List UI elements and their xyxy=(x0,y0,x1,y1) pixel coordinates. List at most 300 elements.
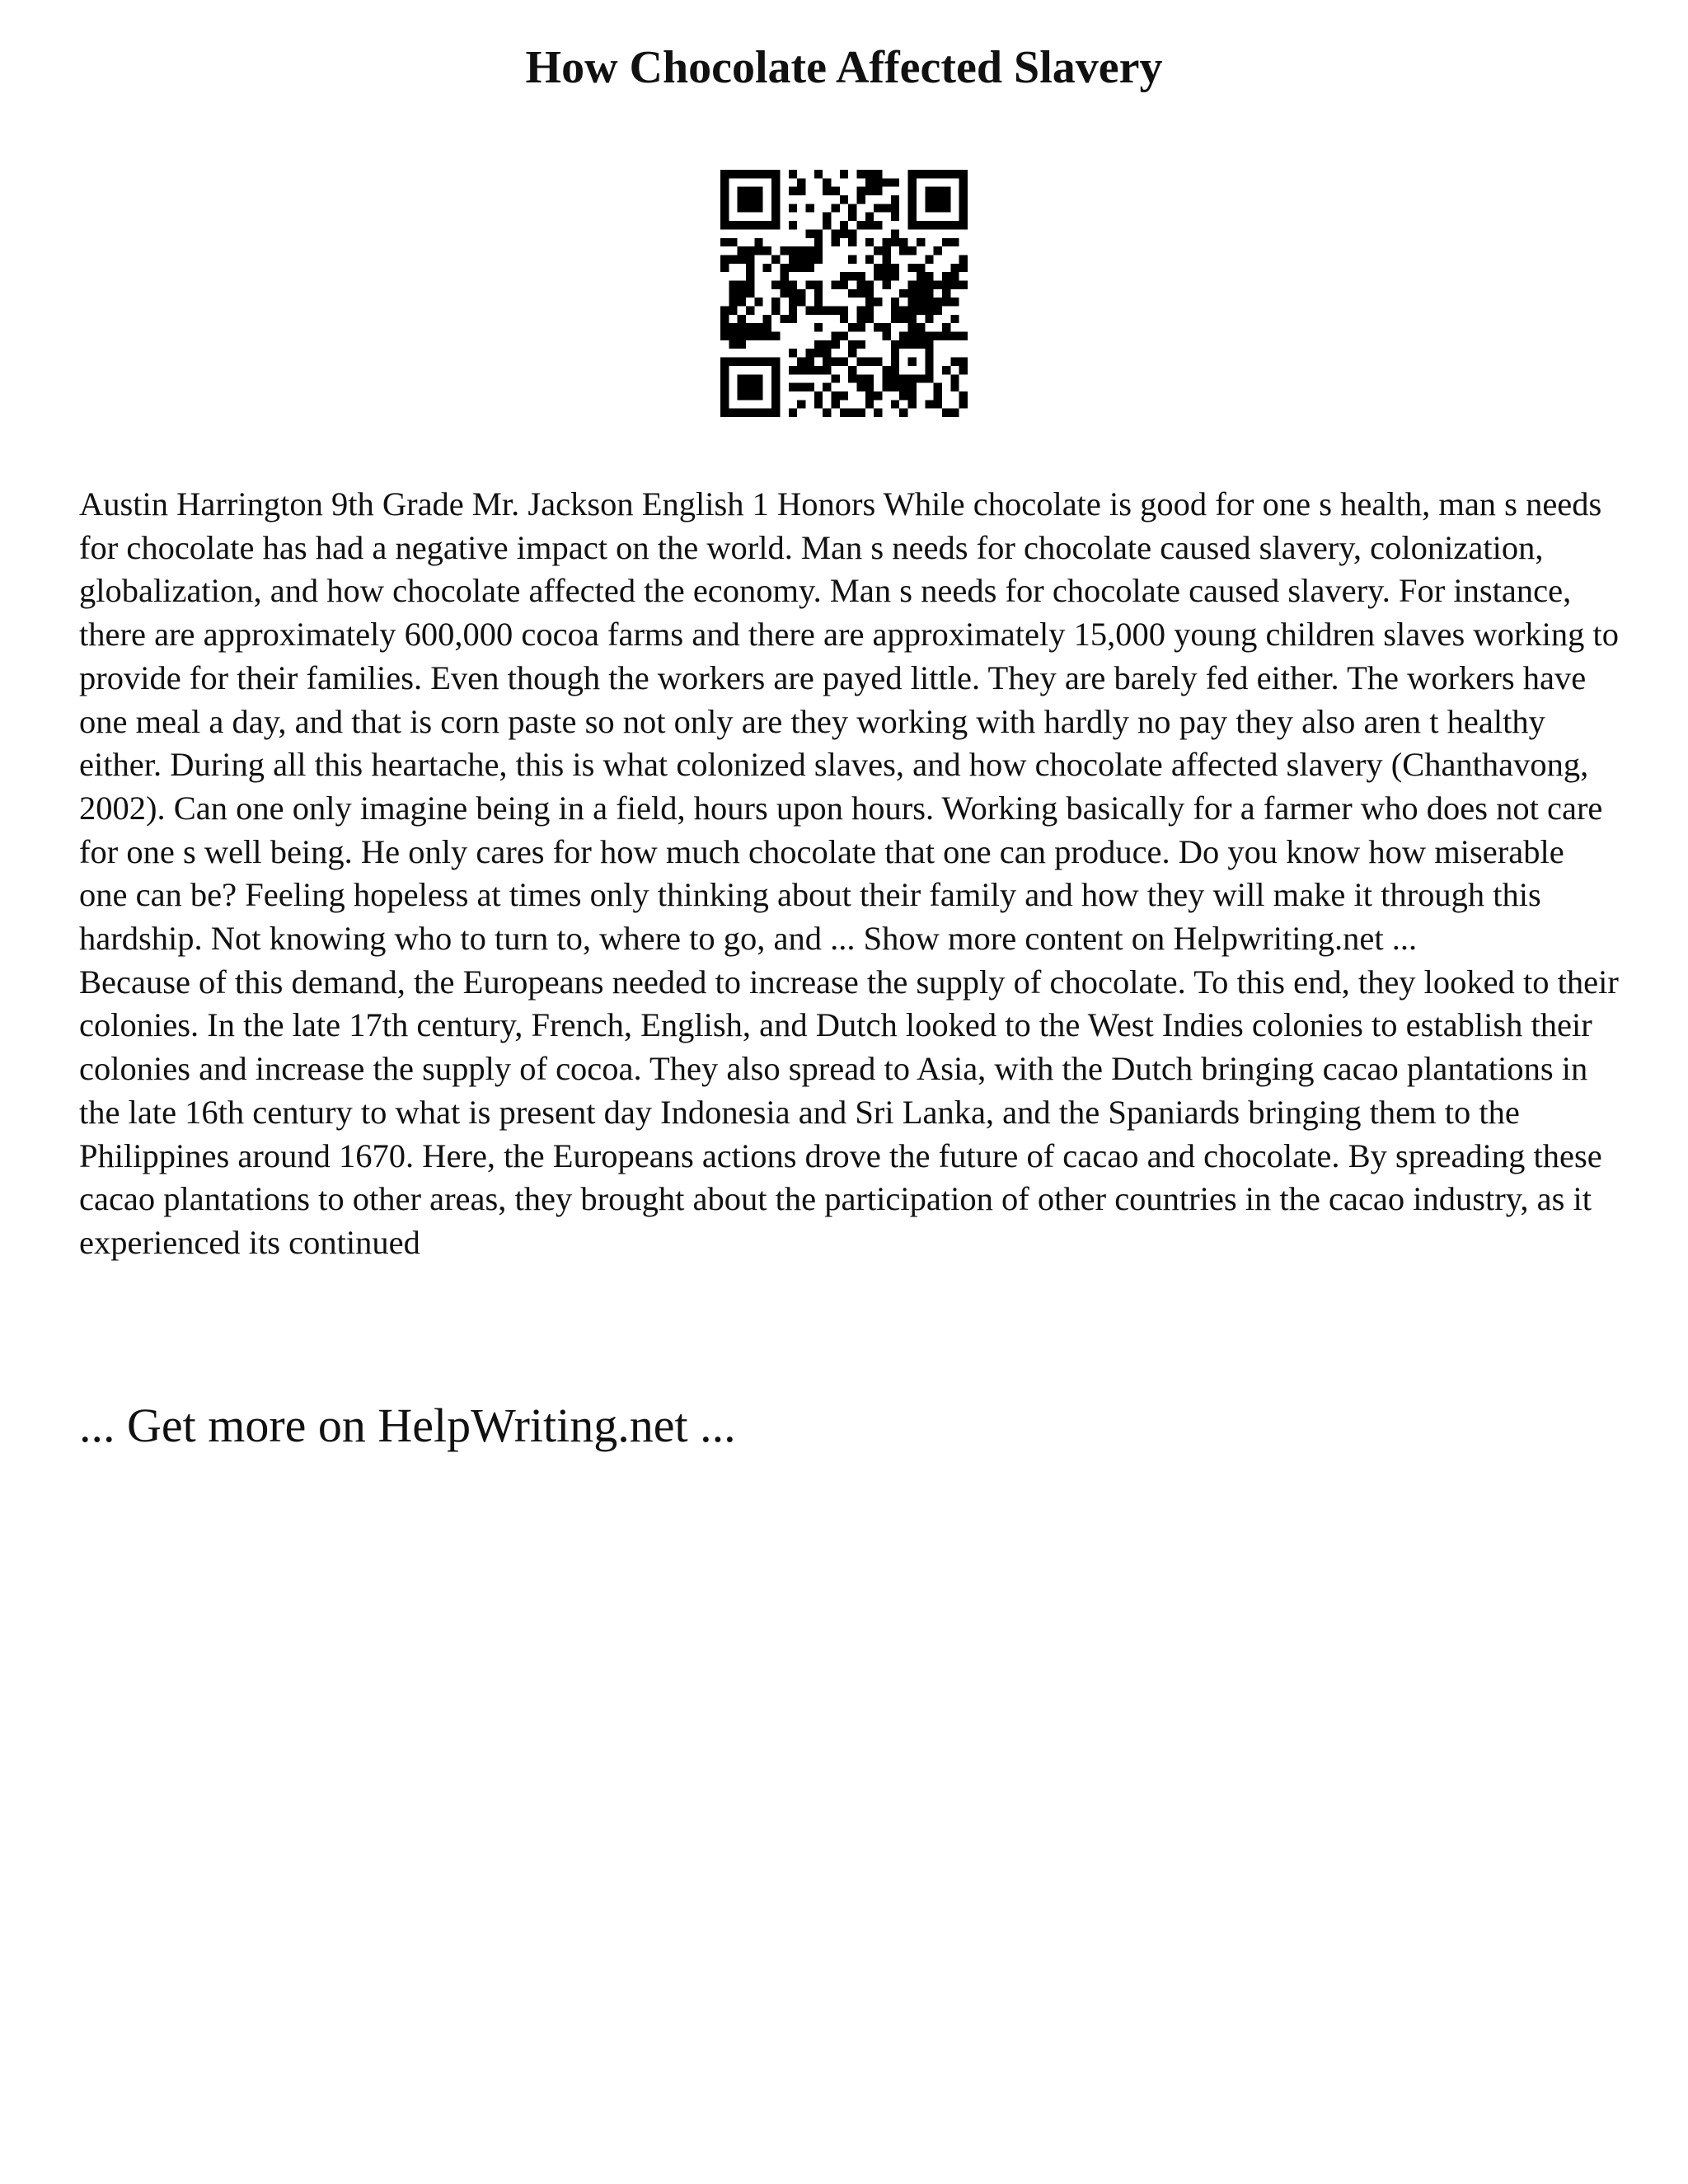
qr-module xyxy=(754,358,762,366)
qr-module xyxy=(814,170,823,178)
qr-module xyxy=(865,358,874,366)
qr-module xyxy=(942,238,950,246)
qr-module xyxy=(891,307,899,315)
qr-module xyxy=(729,340,737,349)
qr-module xyxy=(883,383,891,391)
qr-module xyxy=(908,315,917,323)
qr-module xyxy=(874,187,882,195)
qr-module xyxy=(763,264,771,272)
qr-module xyxy=(925,374,933,382)
qr-module xyxy=(883,264,891,272)
qr-module xyxy=(754,323,762,331)
qr-module xyxy=(754,221,762,229)
qr-module xyxy=(797,264,805,272)
qr-module xyxy=(908,383,917,391)
qr-module xyxy=(848,409,856,417)
qr-module xyxy=(789,264,797,272)
qr-module xyxy=(771,307,780,315)
qr-module xyxy=(738,358,746,366)
qr-module xyxy=(738,187,746,195)
qr-module xyxy=(883,280,891,288)
qr-module xyxy=(874,323,882,331)
qr-module xyxy=(925,400,933,408)
qr-module xyxy=(771,204,780,212)
qr-module xyxy=(789,204,797,212)
qr-module xyxy=(934,400,942,408)
qr-module xyxy=(865,280,874,288)
qr-module xyxy=(857,374,865,382)
qr-module xyxy=(754,187,762,195)
qr-module xyxy=(959,391,968,400)
qr-module xyxy=(823,340,831,349)
get-more-link[interactable]: ... Get more on HelpWriting.net ... xyxy=(79,1399,736,1452)
qr-module xyxy=(891,374,899,382)
qr-module xyxy=(934,187,942,195)
qr-module xyxy=(814,307,823,315)
qr-module xyxy=(746,391,754,400)
qr-module xyxy=(883,204,891,212)
qr-module xyxy=(908,289,917,298)
qr-module xyxy=(754,298,762,306)
qr-module xyxy=(746,307,754,315)
qr-module xyxy=(848,323,856,331)
qr-module xyxy=(746,289,754,298)
qr-module xyxy=(805,349,814,357)
qr-module xyxy=(754,238,762,246)
qr-module xyxy=(899,409,907,417)
qr-module xyxy=(797,298,805,306)
qr-module xyxy=(950,298,959,306)
qr-module xyxy=(789,307,797,315)
qr-module xyxy=(720,178,729,186)
qr-module xyxy=(789,187,797,195)
qr-module xyxy=(950,409,959,417)
qr-module xyxy=(917,170,925,178)
qr-module xyxy=(840,315,848,323)
qr-module xyxy=(959,221,968,229)
qr-module xyxy=(942,170,950,178)
qr-module xyxy=(771,409,780,417)
qr-module xyxy=(891,204,899,212)
qr-module xyxy=(950,264,959,272)
qr-module xyxy=(917,374,925,382)
qr-module xyxy=(823,366,831,374)
qr-module xyxy=(720,400,729,408)
qr-module xyxy=(883,255,891,263)
qr-module xyxy=(738,221,746,229)
qr-module xyxy=(883,323,891,331)
qr-module xyxy=(738,195,746,204)
qr-module xyxy=(720,374,729,382)
qr-module xyxy=(950,374,959,382)
qr-module xyxy=(789,298,797,306)
qr-module xyxy=(729,170,737,178)
qr-module xyxy=(746,332,754,340)
essay-paragraph-2: Because of this demand, the Europeans needed to increase the supply of chocolate. To this end, they looked to their colonies. In the late 17th century, French, English, and Dutch looked to the West Indies colonies to establish their colonies and increase the supply of cocoa. They also spread to Asia, with the Dutch bringing cacao plantations in the late 16th century to what is present day Indonesia and Sri Lanka, and the Spaniards bringing them to the Philippines around 1670. Here, the Europeans actions drove the future of cacao and chocolate. By spreading these cacao plantations to other areas, they brought about the participation of other countries in the cacao industry, as it experienced its continued xyxy=(79,963,1619,1261)
qr-module xyxy=(874,358,882,366)
qr-module xyxy=(865,307,874,315)
qr-module xyxy=(899,391,907,400)
qr-module xyxy=(805,366,814,374)
qr-module xyxy=(814,289,823,298)
qr-module xyxy=(814,391,823,400)
qr-module xyxy=(763,170,771,178)
qr-module xyxy=(746,255,754,263)
qr-module xyxy=(805,307,814,315)
qr-module xyxy=(950,280,959,288)
qr-module xyxy=(797,246,805,255)
qr-module xyxy=(934,221,942,229)
qr-module xyxy=(857,383,865,391)
qr-module xyxy=(925,280,933,288)
qr-module xyxy=(857,272,865,280)
qr-module xyxy=(959,400,968,408)
qr-module xyxy=(729,323,737,331)
qr-module xyxy=(848,229,856,237)
qr-module xyxy=(738,298,746,306)
qr-module xyxy=(959,332,968,340)
qr-module xyxy=(831,391,839,400)
qr-module xyxy=(908,246,917,255)
qr-module xyxy=(899,315,907,323)
qr-module xyxy=(754,383,762,391)
qr-module xyxy=(848,374,856,382)
qr-module xyxy=(831,400,839,408)
qr-module xyxy=(917,221,925,229)
qr-module xyxy=(814,238,823,246)
qr-module xyxy=(840,307,848,315)
qr-module xyxy=(899,307,907,315)
qr-module xyxy=(814,255,823,263)
qr-module xyxy=(891,366,899,374)
qr-module xyxy=(720,255,729,263)
qr-module xyxy=(908,298,917,306)
qr-module xyxy=(754,391,762,400)
qr-module xyxy=(729,307,737,315)
qr-module xyxy=(908,391,917,400)
qr-module xyxy=(771,213,780,221)
qr-module xyxy=(805,229,814,237)
qr-module xyxy=(942,195,950,204)
qr-module xyxy=(857,307,865,315)
qr-module xyxy=(883,366,891,374)
qr-module xyxy=(942,298,950,306)
qr-module xyxy=(746,264,754,272)
qr-module xyxy=(899,340,907,349)
qr-module xyxy=(857,170,865,178)
qr-module xyxy=(789,366,797,374)
qr-module xyxy=(959,280,968,288)
essay-paragraph-1: Austin Harrington 9th Grade Mr. Jackson English 1 Honors While chocolate is good for one s health, man s needs for chocolate has had a negative impact on the world. Man s needs for chocolate caused slavery, colonization, globalization, and how chocolate affected the economy. Man s needs for chocolate caused slavery. For instance, there are approximately 600,000 cocoa farms and there are approximately 15,000 young children slaves working to provide for their families. Even though the workers are payed little. They are barely fed either. The workers have one meal a day, and that is corn paste so not only are they working with hardly no pay they also aren t healthy either. During all this heartache, this is what colonized slaves, and how chocolate affected slavery (Chanthavong, 2002). Can one only imagine being in a field, hours upon hours. Working basically for a farmer who does not care for one s well being. He only cares for how much chocolate that one can produce. Do you know how miserable one can be? Feeling hopeless at times only thinking about their family and how they will make it through this hardship. Not knowing who to turn to, where to go, and ... Show more content on Helpwriting.net ... xyxy=(79,485,1620,958)
qr-module xyxy=(925,255,933,263)
qr-module xyxy=(729,289,737,298)
qr-module xyxy=(950,358,959,366)
qr-module xyxy=(840,409,848,417)
qr-module xyxy=(789,280,797,288)
qr-module xyxy=(857,187,865,195)
qr-module xyxy=(797,366,805,374)
qr-module xyxy=(899,246,907,255)
qr-module xyxy=(942,289,950,298)
qr-module xyxy=(797,383,805,391)
qr-module xyxy=(848,272,856,280)
qr-module xyxy=(925,366,933,374)
qr-module xyxy=(891,213,899,221)
qr-module xyxy=(746,374,754,382)
qr-module xyxy=(763,246,771,255)
qr-module xyxy=(874,391,882,400)
qr-module xyxy=(865,383,874,391)
qr-module xyxy=(754,195,762,204)
qr-module xyxy=(865,187,874,195)
qr-module xyxy=(738,170,746,178)
qr-module xyxy=(848,366,856,374)
qr-module xyxy=(848,213,856,221)
qr-module xyxy=(908,374,917,382)
qr-module xyxy=(831,340,839,349)
qr-module xyxy=(763,323,771,331)
qr-module xyxy=(797,178,805,186)
qr-module xyxy=(934,195,942,204)
qr-module xyxy=(814,340,823,349)
qr-module xyxy=(746,280,754,288)
qr-module xyxy=(917,298,925,306)
qr-module xyxy=(789,349,797,357)
qr-module xyxy=(720,204,729,212)
qr-module xyxy=(908,323,917,331)
qr-module xyxy=(729,238,737,246)
qr-module xyxy=(771,391,780,400)
qr-module xyxy=(848,238,856,246)
qr-module xyxy=(720,315,729,323)
qr-module xyxy=(738,332,746,340)
qr-module xyxy=(746,221,754,229)
qr-module xyxy=(959,204,968,212)
qr-module xyxy=(848,204,856,212)
qr-module xyxy=(780,280,788,288)
qr-module xyxy=(840,358,848,366)
qr-module xyxy=(720,170,729,178)
qr-module xyxy=(771,358,780,366)
qr-module xyxy=(720,383,729,391)
qr-module xyxy=(925,307,933,315)
qr-module xyxy=(959,187,968,195)
qr-module xyxy=(891,340,899,349)
qr-module xyxy=(823,409,831,417)
qr-module xyxy=(831,187,839,195)
qr-module xyxy=(950,332,959,340)
qr-module xyxy=(840,195,848,204)
qr-module xyxy=(763,221,771,229)
qr-module xyxy=(874,170,882,178)
qr-module xyxy=(746,187,754,195)
qr-module xyxy=(925,358,933,366)
qr-module xyxy=(883,332,891,340)
qr-module xyxy=(720,358,729,366)
qr-module xyxy=(720,409,729,417)
qr-module xyxy=(865,374,874,382)
qr-module xyxy=(771,374,780,382)
qr-module xyxy=(840,272,848,280)
qr-module xyxy=(789,315,797,323)
qr-module xyxy=(942,272,950,280)
qr-module xyxy=(874,221,882,229)
qr-module xyxy=(899,238,907,246)
qr-module xyxy=(738,255,746,263)
qr-module xyxy=(814,366,823,374)
qr-module xyxy=(857,221,865,229)
qr-module xyxy=(917,272,925,280)
qr-module xyxy=(942,332,950,340)
qr-module xyxy=(934,204,942,212)
qr-module xyxy=(950,170,959,178)
qr-module xyxy=(771,255,780,263)
qr-module xyxy=(789,255,797,263)
qr-module xyxy=(771,170,780,178)
qr-module xyxy=(840,229,848,237)
qr-module xyxy=(729,298,737,306)
qr-module xyxy=(865,315,874,323)
qr-module xyxy=(814,246,823,255)
qr-module xyxy=(857,315,865,323)
qr-module xyxy=(738,280,746,288)
qr-module xyxy=(831,204,839,212)
qr-module xyxy=(917,264,925,272)
qr-module xyxy=(959,358,968,366)
qr-module xyxy=(763,332,771,340)
qr-module xyxy=(934,332,942,340)
qr-module xyxy=(814,400,823,408)
qr-module xyxy=(797,187,805,195)
qr-module xyxy=(959,255,968,263)
qr-module xyxy=(908,221,917,229)
qr-module xyxy=(720,391,729,400)
qr-module xyxy=(780,264,788,272)
qr-module xyxy=(848,340,856,349)
qr-module xyxy=(934,280,942,288)
qr-module xyxy=(771,187,780,195)
qr-module xyxy=(917,340,925,349)
qr-module xyxy=(891,358,899,366)
qr-module xyxy=(814,280,823,288)
qr-module xyxy=(831,229,839,237)
qr-module xyxy=(789,221,797,229)
qr-module xyxy=(908,187,917,195)
qr-module xyxy=(763,358,771,366)
qr-module xyxy=(823,221,831,229)
qr-module xyxy=(771,298,780,306)
qr-module xyxy=(823,178,831,186)
qr-module xyxy=(883,374,891,382)
qr-module xyxy=(848,289,856,298)
qr-module xyxy=(959,264,968,272)
qr-module xyxy=(891,264,899,272)
qr-module xyxy=(746,195,754,204)
qr-module xyxy=(805,255,814,263)
qr-module xyxy=(891,272,899,280)
qr-module xyxy=(720,213,729,221)
qr-module xyxy=(959,213,968,221)
qr-module xyxy=(934,391,942,400)
qr-module xyxy=(840,170,848,178)
qr-module xyxy=(865,178,874,186)
qr-module xyxy=(865,238,874,246)
qr-module xyxy=(950,315,959,323)
qr-module xyxy=(891,383,899,391)
qr-module xyxy=(942,409,950,417)
qr-module xyxy=(805,358,814,366)
qr-module xyxy=(917,332,925,340)
qr-module xyxy=(865,391,874,400)
qr-module xyxy=(942,323,950,331)
qr-module xyxy=(780,272,788,280)
qr-module xyxy=(729,332,737,340)
qr-module xyxy=(720,187,729,195)
qr-module xyxy=(831,374,839,382)
qr-module xyxy=(891,298,899,306)
qr-module xyxy=(865,221,874,229)
qr-module xyxy=(891,315,899,323)
qr-module xyxy=(720,366,729,374)
qr-module xyxy=(917,289,925,298)
qr-module xyxy=(738,323,746,331)
qr-module xyxy=(917,238,925,246)
qr-module xyxy=(738,374,746,382)
qr-module xyxy=(865,298,874,306)
qr-module xyxy=(754,246,762,255)
qr-module xyxy=(959,366,968,374)
qr-module xyxy=(754,170,762,178)
qr-module xyxy=(831,280,839,288)
qr-module xyxy=(950,238,959,246)
qr-module xyxy=(738,409,746,417)
qr-module xyxy=(814,229,823,237)
qr-module xyxy=(746,204,754,212)
qr-module xyxy=(771,221,780,229)
qr-module xyxy=(840,391,848,400)
qr-module xyxy=(874,409,882,417)
qr-module xyxy=(899,289,907,298)
qr-module xyxy=(908,213,917,221)
qr-module xyxy=(908,332,917,340)
qr-module xyxy=(891,178,899,186)
qr-module xyxy=(925,170,933,178)
qr-module xyxy=(746,246,754,255)
qr-module xyxy=(720,238,729,246)
qr-module xyxy=(857,323,865,331)
qr-module xyxy=(959,195,968,204)
qr-module xyxy=(771,195,780,204)
qr-module xyxy=(738,315,746,323)
qr-module xyxy=(797,255,805,263)
qr-module xyxy=(883,272,891,280)
qr-module xyxy=(942,280,950,288)
qr-code-graphic xyxy=(720,170,968,417)
qr-module xyxy=(746,170,754,178)
qr-module xyxy=(883,178,891,186)
qr-module xyxy=(720,221,729,229)
qr-module xyxy=(780,246,788,255)
qr-module xyxy=(908,195,917,204)
qr-module xyxy=(934,307,942,315)
qr-module xyxy=(950,383,959,391)
qr-module xyxy=(754,374,762,382)
qr-module xyxy=(771,400,780,408)
qr-module xyxy=(746,323,754,331)
qr-module xyxy=(729,358,737,366)
qr-module xyxy=(883,246,891,255)
qr-module xyxy=(908,264,917,272)
